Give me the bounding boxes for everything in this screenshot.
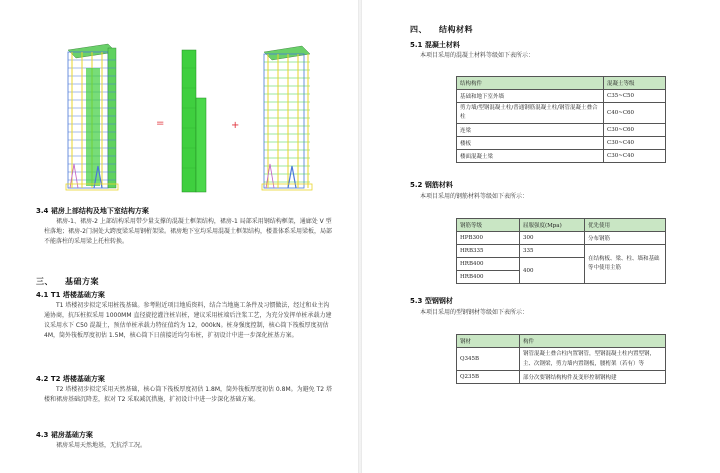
table-cell: HRB335: [457, 245, 520, 258]
table-header-cell: 构件: [520, 335, 666, 348]
table-cell: C35~C50: [604, 90, 666, 103]
table-header-row: [457, 219, 666, 232]
section-4-3-text: 裙房采用天然地基，无抗浮工况。: [56, 442, 147, 449]
full-frame-model: [66, 44, 118, 190]
section-4-1-text: T1 塔楼初步拟定采用桩筏基础。参考附近项目地质资料，结合当地施工条件及习惯做法，经过和业主沟通协商，抗压桩拟采用 1000MM 直径旋挖灌注桩岩桩，建议采用桩端后注浆工艺，为充分发挥单桩承载力建议采用水下 C50 混凝土，预估单桩承载力特征值约为 12，000kN。桩身强度控制，核心筒下筏板厚度初估 4M，筒外筏板厚度初估 1.5M，核心筒下日前接近均匀布桩，扩初设计中进一步深化桩基方案。: [44, 302, 332, 339]
steel-table: [456, 334, 666, 384]
table-header-cell: 屈服强度(Mpa): [520, 219, 585, 232]
table-header-cell: 优先使用: [585, 219, 666, 232]
table-row: [457, 245, 666, 258]
frame-brace-model: [262, 46, 312, 190]
section-5-3-intro: 本项目采用的型钢钢材等级如下表所示：: [420, 309, 529, 316]
table-header-row: [457, 77, 666, 90]
structure-model-svg: [50, 38, 320, 198]
chapter-3-heading: [36, 276, 99, 287]
table-cell: 楼板: [457, 137, 604, 150]
table-cell: C40~C60: [604, 103, 666, 124]
table-row: [457, 371, 666, 384]
rebar-table: [456, 218, 666, 284]
structure-model-figure: [50, 38, 320, 198]
table-cell: 部分次要钢结构构件及变形控制钢构建: [520, 371, 666, 384]
table-header-row: [457, 335, 666, 348]
table-row: [457, 124, 666, 137]
table-cell: 剪力墙/型钢混凝土柱/普通钢筋混凝土柱/钢管混凝土叠合柱: [457, 103, 604, 124]
table-cell: 钢管混凝土叠合柱内置钢管，型钢混凝土柱内置型钢，主、次钢梁，剪力墙内置钢板，腰桁架（若有）等: [520, 348, 666, 371]
section-4-2-text: T2 塔楼初步拟定采用天然基础，核心筒下筏板厚度初估 1.8M，筒外筏板厚度初估 0.8M。为避免 T2 塔楼和裙房基础沉降差，拟对 T2 采取减沉措施，扩初设计中进一步深化基础方案。: [44, 386, 332, 403]
table-header-cell: 钢筋等级: [457, 219, 520, 232]
table-cell: 基础和地下室外墙: [457, 90, 604, 103]
table-cell: 335: [520, 245, 585, 258]
section-5-2-heading: 5.2 钢筋材料: [410, 181, 453, 189]
table-cell: Q235B: [457, 371, 520, 384]
right-page: [362, 0, 720, 473]
table-row: [457, 90, 666, 103]
table-cell: 楼面混凝土梁: [457, 150, 604, 163]
table-row: [457, 137, 666, 150]
equals-symbol: =: [156, 118, 165, 129]
table-cell: C30~C40: [604, 137, 666, 150]
table-cell: HRB400: [457, 258, 520, 271]
table-cell: 在结构板、梁、柱、墙和基础等中使用主筋: [585, 245, 666, 284]
table-row: [457, 150, 666, 163]
table-header-cell: 结构构件: [457, 77, 604, 90]
table-header-cell: 钢材: [457, 335, 520, 348]
table-cell: Q345B: [457, 348, 520, 371]
table-cell: HPB300: [457, 232, 520, 245]
table-row: [457, 103, 666, 124]
chapter-3-number: 三、: [36, 277, 53, 286]
table-header-cell: 混凝土等级: [604, 77, 666, 90]
chapter-4-heading: [410, 24, 473, 35]
core-wall-model: [182, 50, 206, 192]
table-cell: 400: [520, 258, 585, 284]
table-cell: C30~C60: [604, 124, 666, 137]
left-page: [0, 0, 358, 473]
section-5-1-intro: 本项目采用的混凝土材料等级如下表所示：: [420, 52, 535, 59]
section-4-3-heading: 4.3 裙房基础方案: [36, 431, 93, 439]
concrete-table: [456, 76, 666, 163]
section-4-1-heading: 4.1 T1 塔楼基础方案: [36, 291, 105, 299]
table-row: [457, 348, 666, 371]
section-4-2-heading: 4.2 T2 塔楼基础方案: [36, 375, 105, 383]
table-cell: 分布钢筋: [585, 232, 666, 245]
plus-symbol: +: [231, 120, 240, 131]
section-3-4-text: 裙房-1、裙房-2 上部结构采用带少量支撑的混凝土框架结构，裙房-1 局部采用钢结构框架，通廊处 V 型柱落地；裙房-2门洞处大跨度梁采用钢桁架梁。裙房地下室均采用混凝土框架结构，楼盖体系采用梁板，局部不能落柱的采用梁上托柱转换。: [44, 218, 332, 245]
table-cell: C30~C40: [604, 150, 666, 163]
chapter-3-title: 基础方案: [65, 277, 99, 286]
table-cell: 300: [520, 232, 585, 245]
chapter-4-title: 结构材料: [439, 25, 473, 34]
section-5-2-intro: 本项目采用的钢筋材料等级如下表所示：: [420, 193, 529, 200]
table-cell: HRB400: [457, 271, 520, 284]
section-5-3-heading: 5.3 型钢钢材: [410, 297, 453, 305]
table-cell: 连梁: [457, 124, 604, 137]
section-5-1-heading: 5.1 混凝土材料: [410, 41, 460, 49]
table-row: [457, 232, 666, 245]
chapter-4-number: 四、: [410, 25, 427, 34]
section-3-4-heading: 3.4 裙房上部结构及地下室结构方案: [36, 207, 149, 215]
